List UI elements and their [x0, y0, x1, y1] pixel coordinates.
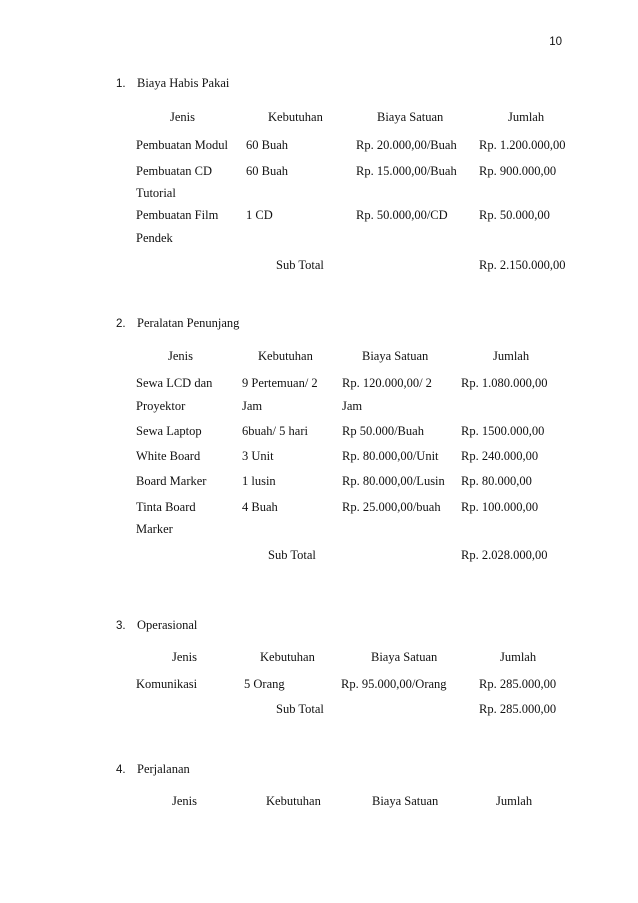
- section-title: [116, 76, 229, 91]
- header-kebutuhan: Kebutuhan: [266, 794, 321, 808]
- cell-biaya-satuan-line2: Jam: [342, 399, 363, 413]
- cell-biaya-satuan: Rp. 15.000,00/Buah: [356, 164, 457, 178]
- cell-jenis: Sewa LCD dan: [136, 376, 213, 390]
- subtotal-label: Sub Total: [276, 702, 324, 716]
- header-jenis: Jenis: [170, 110, 195, 124]
- cell-jenis: Pembuatan CD: [136, 164, 213, 178]
- cell-jumlah: Rp. 1500.000,00: [461, 424, 545, 438]
- subtotal-value: Rp. 2.028.000,00: [461, 548, 548, 562]
- cell-jumlah: Rp. 80.000,00: [461, 474, 532, 488]
- header-kebutuhan: Kebutuhan: [268, 110, 323, 124]
- cell-kebutuhan: 4 Buah: [242, 500, 278, 514]
- cell-jumlah: Rp. 240.000,00: [461, 449, 539, 463]
- section-number: 1.: [116, 78, 126, 90]
- section-title-text: Perjalanan: [137, 762, 190, 776]
- cell-biaya-satuan: Rp. 95.000,00/Orang: [341, 677, 447, 691]
- cell-kebutuhan: 5 Orang: [244, 677, 285, 691]
- header-biaya-satuan: Biaya Satuan: [372, 794, 439, 808]
- header-jumlah: Jumlah: [500, 650, 537, 664]
- cell-biaya-satuan: Rp. 80.000,00/Lusin: [342, 474, 445, 488]
- cell-kebutuhan-line2: Jam: [242, 399, 263, 413]
- cell-kebutuhan: 1 lusin: [242, 474, 276, 488]
- cell-jenis-line2: Tutorial: [136, 186, 176, 200]
- cell-kebutuhan: 1 CD: [246, 208, 273, 222]
- header-biaya-satuan: Biaya Satuan: [362, 349, 429, 363]
- cell-jenis: White Board: [136, 449, 201, 463]
- cell-jenis: Komunikasi: [136, 677, 198, 691]
- section-title-text: Peralatan Penunjang: [137, 316, 240, 330]
- subtotal-label: Sub Total: [268, 548, 316, 562]
- cell-jumlah: Rp. 285.000,00: [479, 677, 557, 691]
- header-jumlah: Jumlah: [493, 349, 530, 363]
- section-number: 3.: [116, 620, 126, 632]
- section-title: [116, 316, 239, 331]
- page-number: 10: [549, 36, 562, 48]
- cell-kebutuhan: 3 Unit: [242, 449, 274, 463]
- header-biaya-satuan: Biaya Satuan: [377, 110, 444, 124]
- cell-kebutuhan: 6buah/ 5 hari: [242, 424, 308, 438]
- header-jenis: Jenis: [172, 650, 197, 664]
- header-kebutuhan: Kebutuhan: [258, 349, 313, 363]
- cell-jenis: Sewa Laptop: [136, 424, 202, 438]
- cell-kebutuhan: 60 Buah: [246, 138, 289, 152]
- cell-kebutuhan: 9 Pertemuan/ 2: [242, 376, 318, 390]
- cell-biaya-satuan: Rp. 50.000,00/CD: [356, 208, 448, 222]
- subtotal-value: Rp. 2.150.000,00: [479, 258, 566, 272]
- header-jenis: Jenis: [172, 794, 197, 808]
- header-jumlah: Jumlah: [508, 110, 545, 124]
- cell-jumlah: Rp. 50.000,00: [479, 208, 550, 222]
- cell-jumlah: Rp. 100.000,00: [461, 500, 539, 514]
- cell-jumlah: Rp. 1.200.000,00: [479, 138, 566, 152]
- cell-jumlah: Rp. 900.000,00: [479, 164, 557, 178]
- section-number: 4.: [116, 764, 126, 776]
- section-title: [116, 762, 190, 777]
- cell-jenis-line2: Pendek: [136, 231, 173, 245]
- header-kebutuhan: Kebutuhan: [260, 650, 315, 664]
- cell-jumlah: Rp. 1.080.000,00: [461, 376, 548, 390]
- cell-jenis: Pembuatan Film: [136, 208, 219, 222]
- cell-biaya-satuan: Rp. 25.000,00/buah: [342, 500, 441, 514]
- header-jumlah: Jumlah: [496, 794, 533, 808]
- header-biaya-satuan: Biaya Satuan: [371, 650, 438, 664]
- cell-biaya-satuan: Rp. 80.000,00/Unit: [342, 449, 439, 463]
- subtotal-value: Rp. 285.000,00: [479, 702, 557, 716]
- section-title-text: Biaya Habis Pakai: [137, 76, 230, 90]
- cell-jenis-line2: Marker: [136, 522, 173, 536]
- cell-kebutuhan: 60 Buah: [246, 164, 289, 178]
- section-number: 2.: [116, 318, 126, 330]
- cell-biaya-satuan: Rp. 120.000,00/ 2: [342, 376, 432, 390]
- subtotal-label: Sub Total: [276, 258, 324, 272]
- cell-biaya-satuan: Rp. 20.000,00/Buah: [356, 138, 457, 152]
- section-title: [116, 618, 197, 633]
- cell-jenis: Board Marker: [136, 474, 207, 488]
- cell-jenis: Pembuatan Modul: [136, 138, 229, 152]
- cell-jenis: Tinta Board: [136, 500, 196, 514]
- section-title-text: Operasional: [137, 618, 198, 632]
- cell-jenis-line2: Proyektor: [136, 399, 186, 413]
- header-jenis: Jenis: [168, 349, 193, 363]
- cell-biaya-satuan: Rp 50.000/Buah: [342, 424, 424, 438]
